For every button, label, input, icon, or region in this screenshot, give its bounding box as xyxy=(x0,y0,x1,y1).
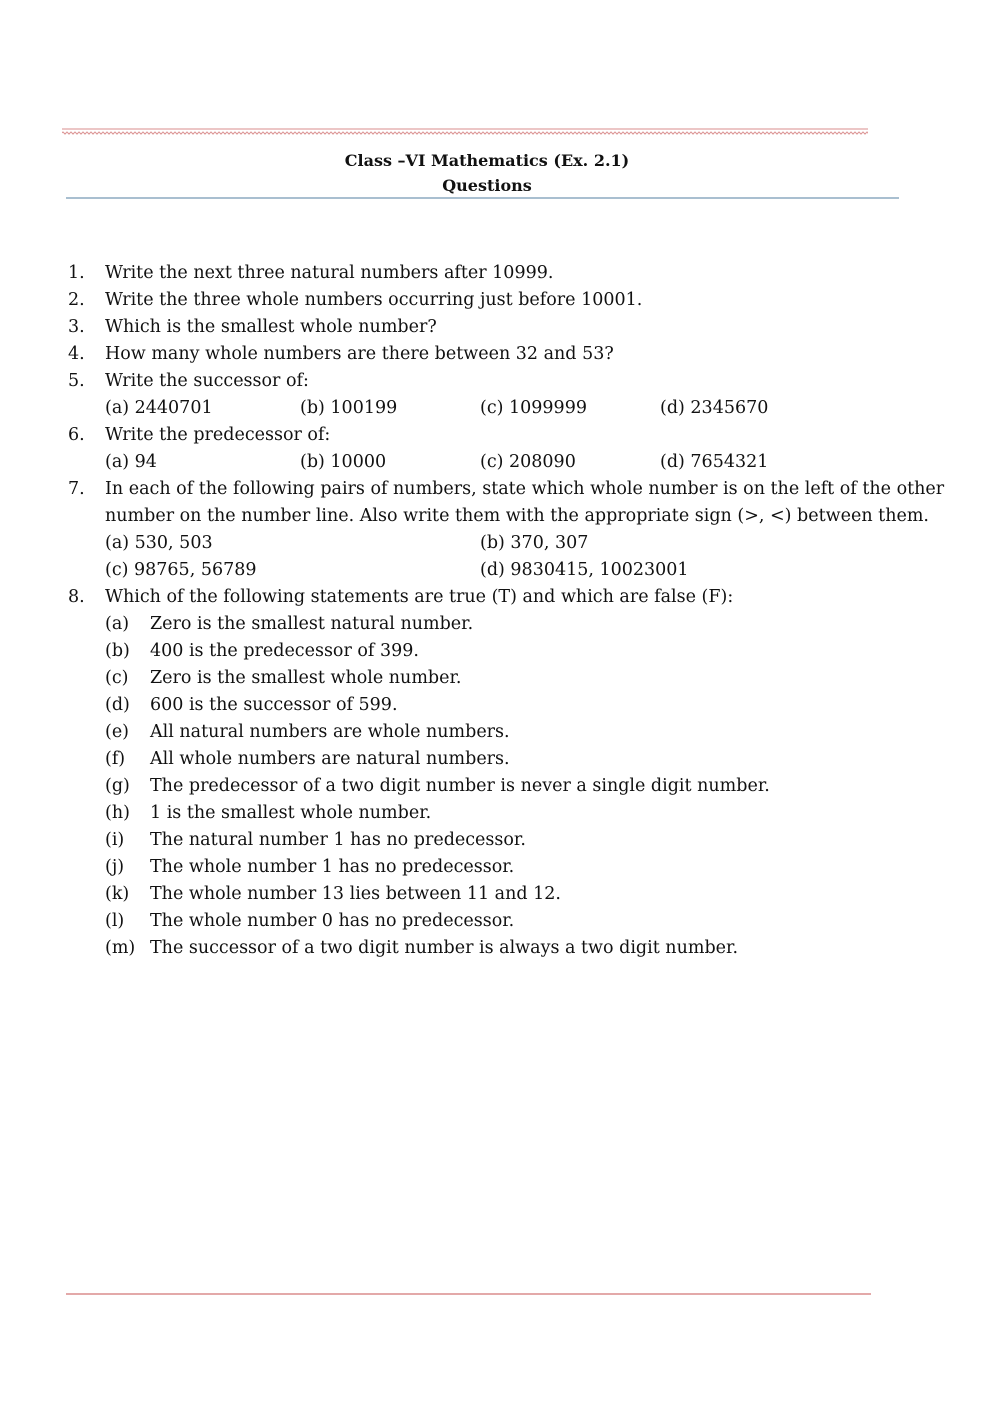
pair: (a) 530, 503 xyxy=(105,533,213,553)
question-7-pairs-row-1 xyxy=(68,530,928,557)
question-5: 5. Write the successor of: xyxy=(68,371,309,391)
statement: (j) The whole number 1 has no predecessor. xyxy=(105,857,515,877)
statement: (h) 1 is the smallest whole number. xyxy=(105,803,432,823)
statement: (f) All whole numbers are natural numbers. xyxy=(105,749,510,769)
statement: (g) The predecessor of a two digit number is never a single digit number. xyxy=(105,776,770,796)
question-7-pairs-row-2 xyxy=(68,557,928,584)
question-6: 6. Write the predecessor of: xyxy=(68,425,331,445)
question-5-options xyxy=(68,395,928,422)
pair: (d) 9830415, 10023001 xyxy=(480,560,689,580)
page-subtitle: Questions xyxy=(442,176,532,195)
question-8: 8. Which of the following statements are true (T) and which are false (F): xyxy=(68,587,734,607)
question-2: 2. Write the three whole numbers occurring just before 10001. xyxy=(68,290,643,310)
option: (c) 208090 xyxy=(480,452,576,472)
footer-divider xyxy=(66,1293,871,1295)
question-list xyxy=(68,260,945,962)
statement: (d) 600 is the successor of 599. xyxy=(105,695,398,715)
pair: (c) 98765, 56789 xyxy=(105,560,257,580)
option: (b) 100199 xyxy=(300,398,398,418)
question-7: 7. In each of the following pairs of numbers, state which whole number is on the left of the other xyxy=(68,479,945,499)
option: (b) 10000 xyxy=(300,452,387,472)
page-header xyxy=(66,148,908,198)
statement: (b) 400 is the predecessor of 399. xyxy=(105,641,419,661)
option: (d) 2345670 xyxy=(660,398,769,418)
question-4: 4. How many whole numbers are there between 32 and 53? xyxy=(68,344,614,364)
statement: (l) The whole number 0 has no predecessor. xyxy=(105,911,515,931)
statement: (c) Zero is the smallest whole number. xyxy=(105,668,462,688)
decorative-top-rule xyxy=(62,128,868,135)
header-divider xyxy=(66,197,899,199)
page-title: Class –VI Mathematics (Ex. 2.1) xyxy=(344,151,630,170)
statement: (a) Zero is the smallest natural number. xyxy=(105,614,474,634)
option: (a) 94 xyxy=(105,452,157,472)
statement: (i) The natural number 1 has no predecessor. xyxy=(105,830,526,850)
statement: (k) The whole number 13 lies between 11 and 12. xyxy=(105,884,561,904)
statement: (m) The successor of a two digit number is always a two digit number. xyxy=(105,938,739,958)
question-3: 3. Which is the smallest whole number? xyxy=(68,317,437,337)
question-1: 1. Write the next three natural numbers after 10999. xyxy=(68,263,554,283)
question-7-continued: number on the number line. Also write them with the appropriate sign (>, <) between them. xyxy=(105,506,929,526)
question-6-options xyxy=(68,449,928,476)
option: (a) 2440701 xyxy=(105,398,213,418)
option: (c) 1099999 xyxy=(480,398,587,418)
statement: (e) All natural numbers are whole numbers. xyxy=(105,722,510,742)
option: (d) 7654321 xyxy=(660,452,769,472)
pair: (b) 370, 307 xyxy=(480,533,589,553)
